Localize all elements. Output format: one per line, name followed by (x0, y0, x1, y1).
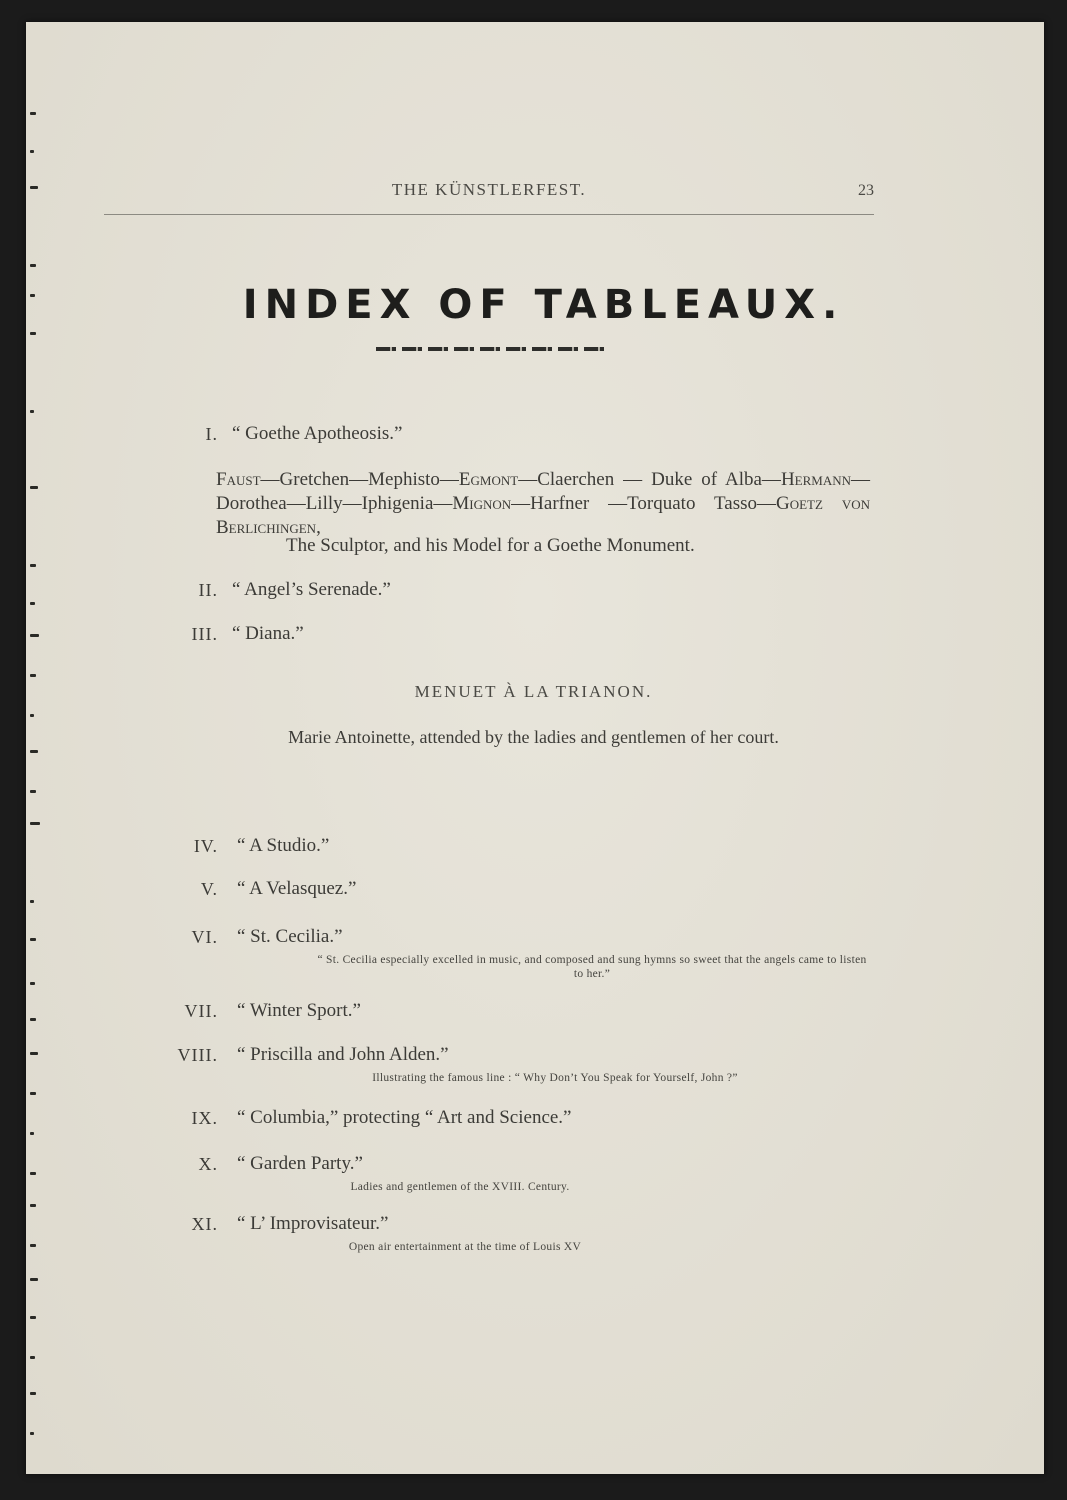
entry-title: “ Priscilla and John Alden.” (237, 1044, 449, 1065)
entry-numeral: V. (200, 879, 218, 899)
cast-text: —Harfner —Torquato Tasso— (511, 493, 776, 514)
page-title: INDEX OF TABLEAUX. (242, 282, 845, 328)
cast-name: Goetz von Berlichingen (216, 493, 870, 538)
entry-title: “ Angel’s Serenade.” (232, 579, 391, 600)
cast-text: , (316, 517, 321, 538)
entry-note: Ladies and gentlemen of the XVIII. Century. (350, 1181, 570, 1193)
perforated-edge (26, 22, 46, 1474)
page-number: 23 (858, 182, 874, 199)
entry-numeral: I. (205, 424, 218, 444)
entry-note: “ St. Cecilia especially excelled in music, and composed and sung hymns so sweet that the angels came to listen to her.” (317, 954, 867, 980)
entry-title: “ A Velasquez.” (237, 878, 357, 899)
entry-title: “ Goethe Apotheosis.” (232, 423, 403, 444)
entry-numeral: IX. (191, 1108, 218, 1128)
entry-numeral: II. (198, 580, 218, 600)
entry-numeral: X. (198, 1154, 218, 1174)
entry-title: “ Columbia,” protecting “ Art and Science.” (237, 1107, 572, 1128)
cast-text: —Gretchen—Mephisto— (260, 469, 459, 490)
running-title: THE KÜNSTLERFEST. (391, 180, 587, 199)
cast-note: The Sculptor, and his Model for a Goethe Monument. (286, 535, 695, 556)
entry-numeral: XI. (191, 1214, 218, 1234)
cast-name: Hermann (780, 469, 851, 490)
cast-text: —Dorothea—Lilly—Iphigenia— (216, 469, 870, 514)
entry-note: Illustrating the famous line : “ Why Don’t You Speak for Yourself, John ?” (372, 1072, 738, 1084)
cast-list (216, 468, 870, 540)
entry-note: Open air entertainment at the time of Louis XV (348, 1241, 582, 1253)
entry-numeral: VII. (184, 1001, 218, 1021)
entry-numeral: VI. (191, 927, 218, 947)
cast-name: Egmont (458, 469, 519, 490)
entry-title: “ Diana.” (232, 623, 304, 644)
cast-text: —Claerchen — Duke of Alba— (518, 469, 781, 490)
cast-name: Mignon (452, 493, 512, 514)
entry-numeral: IV. (193, 836, 218, 856)
cast-name: Faust (216, 469, 261, 490)
entry-title: “ Garden Party.” (237, 1153, 363, 1174)
entry-title: “ St. Cecilia.” (237, 926, 343, 947)
section-description: Marie Antoinette, attended by the ladies and gentlemen of her court. (288, 727, 779, 747)
entry-numeral: III. (191, 624, 218, 644)
running-header (104, 180, 874, 215)
entry-title: “ Winter Sport.” (237, 1000, 361, 1021)
entry-title: “ A Studio.” (237, 835, 330, 856)
decorative-rule (376, 347, 608, 351)
entry-title: “ L’ Improvisateur.” (237, 1213, 389, 1234)
page (26, 22, 1044, 1474)
section-heading: MENUET À LA TRIANON. (414, 682, 653, 701)
entry-numeral: VIII. (177, 1045, 218, 1065)
